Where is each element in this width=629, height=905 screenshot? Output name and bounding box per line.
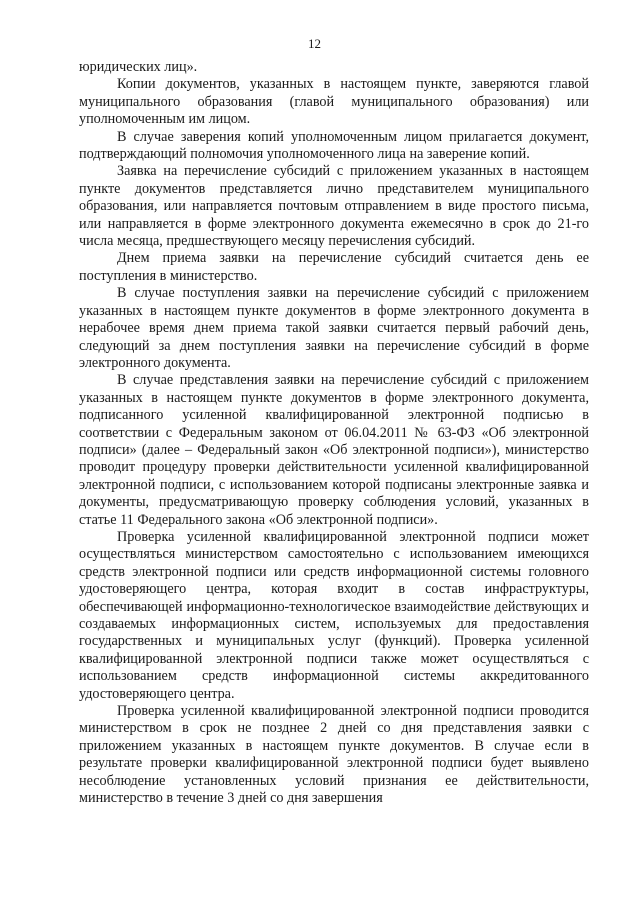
paragraph-application-submission: Заявка на перечисление субсидий с приложением указанных в настоящем пункте документов представляется лично представителем муниципального образования, или направляется почтовым отправлением в виде простого письма, или направляется в форме электронного документа ежемесячно в срок до 21-го числа месяца, предшествующего месяцу перечисления субсидий.	[79, 163, 589, 250]
paragraph-non-working-time: В случае поступления заявки на перечисление субсидий с приложением указанных в настоящем пункте документов в форме электронного документа в нерабочее время днем приема такой заявки считается первый рабочий день, следующий за днем поступления заявки на перечисление субсидий в форме электронного документа.	[79, 285, 589, 371]
paragraph-verification-deadline: Проверка усиленной квалифицированной электронной подписи проводится министерством в срок не позднее 2 дней со дня представления заявки с приложением указанных в настоящем пункте документов. В случае если в результате проверки квалифицированной электронной подписи будет выявлено несоблюдение установленных условий признания ее действительности, министерство в течение 3 дней со дня завершения	[79, 703, 589, 807]
paragraph-authorized-person: В случае заверения копий уполномоченным лицом прилагается документ, подтверждающий полномочия уполномоченного лица на заверение копий.	[79, 128, 589, 163]
paragraph-signature-verification-means: Проверка усиленной квалифицированной электронной подписи может осуществляться министерством самостоятельно с использованием имеющихся средств электронной подписи или средств информационной системы головного удостоверяющего центра, которая входит в состав инфраструктуры, обеспечивающей информационно-технологическое взаимодействие действующих и создаваемых информационных систем, используемых для предоставления государственных и муниципальных услуг (функций). Проверка усиленной квалифицированной электронной подписи также может осуществляться с использованием средств информационной системы аккредитованного удостоверяющего центра.	[79, 528, 589, 702]
paragraph-continuation: юридических лиц».	[79, 59, 198, 75]
paragraph-copies-certification: Копии документов, указанных в настоящем пункте, заверяются главой муниципального образования (главой муниципального образования) или уполномоченным им лицом.	[79, 76, 589, 128]
document-body	[79, 59, 589, 807]
paragraph-receipt-day: Днем приема заявки на перечисление субсидий считается день ее поступления в министерство.	[79, 250, 589, 284]
page-number: 12	[308, 36, 321, 51]
paragraph-electronic-signature: В случае представления заявки на перечисление субсидий с приложением указанных в настоящем пункте документов в форме электронного документа, подписанного усиленной квалифицированной электронной подписью в соответствии с Федеральным законом от 06.04.2011 № 63-ФЗ «Об электронной подписи» (далее – Федеральный закон «Об электронной подписи»), министерство проводит процедуру проверки действительности усиленной квалифицированной электронной подписи, с использованием которой подписаны электронные заявка и документы, предусматривающую проверку соблюдения условий, указанных в статье 11 Федерального закона «Об электронной подписи».	[79, 372, 589, 528]
